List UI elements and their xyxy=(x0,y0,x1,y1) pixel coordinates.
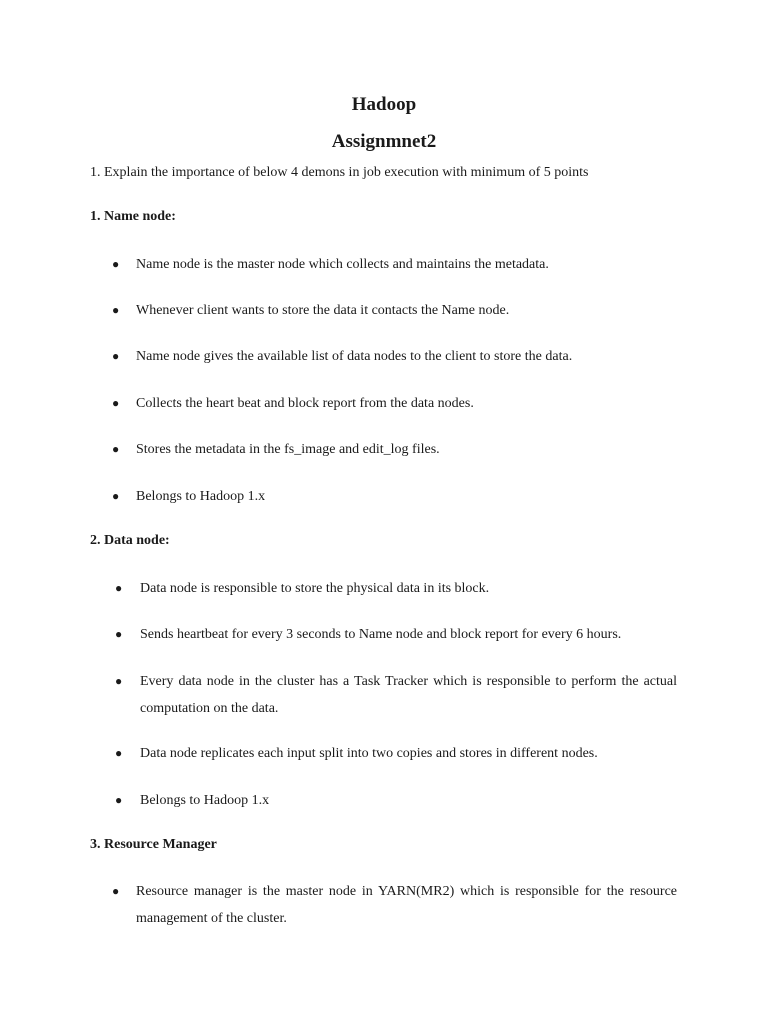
list-item-text: Belongs to Hadoop 1.x xyxy=(140,793,270,808)
list-item-text: Whenever client wants to store the data it contacts the Name node. xyxy=(136,303,510,318)
section-heading-name-node: 1. Name node: xyxy=(90,209,176,224)
bullet-icon: ● xyxy=(115,674,123,688)
document-subtitle: Assignmnet2 xyxy=(331,131,437,152)
bullet-icon: ● xyxy=(115,746,123,760)
list-item-text: Sends heartbeat for every 3 seconds to Name node and block report for every 6 hours. xyxy=(140,627,622,642)
bullet-icon: ● xyxy=(112,349,120,363)
list-item-text: Name node gives the available list of data nodes to the client to store the data. xyxy=(136,349,573,364)
bullet-icon: ● xyxy=(112,257,120,271)
bullet-icon: ● xyxy=(115,581,123,595)
list-item-text: Collects the heart beat and block report from the data nodes. xyxy=(136,396,474,411)
document-title: Hadoop xyxy=(351,94,417,115)
list-item-text: Every data node in the cluster has a Task Tracker which is responsible to perform the actual computation on the data. xyxy=(140,674,677,716)
bullet-icon: ● xyxy=(112,303,120,317)
bullet-icon: ● xyxy=(115,793,123,807)
list-item-text: Data node is responsible to store the physical data in its block. xyxy=(140,581,490,596)
list-item-text: Stores the metadata in the fs_image and edit_log files. xyxy=(136,442,440,457)
bullet-icon: ● xyxy=(115,627,123,641)
list-item-text: Name node is the master node which collects and maintains the metadata. xyxy=(136,257,549,272)
bullet-icon: ● xyxy=(112,442,120,456)
list-item-text: Data node replicates each input split into two copies and stores in different nodes. xyxy=(140,746,598,761)
section-heading-resource-manager: 3. Resource Manager xyxy=(90,837,217,852)
section-heading-data-node: 2. Data node: xyxy=(90,533,170,548)
question-text: 1. Explain the importance of below 4 demons in job execution with minimum of 5 points xyxy=(90,165,589,180)
list-item-text: Belongs to Hadoop 1.x xyxy=(136,489,266,504)
bullet-icon: ● xyxy=(112,884,120,898)
bullet-icon: ● xyxy=(112,396,120,410)
list-item-text: Resource manager is the master node in YARN(MR2) which is responsible for the resource management of the cluster. xyxy=(136,884,677,926)
bullet-icon: ● xyxy=(112,489,120,503)
